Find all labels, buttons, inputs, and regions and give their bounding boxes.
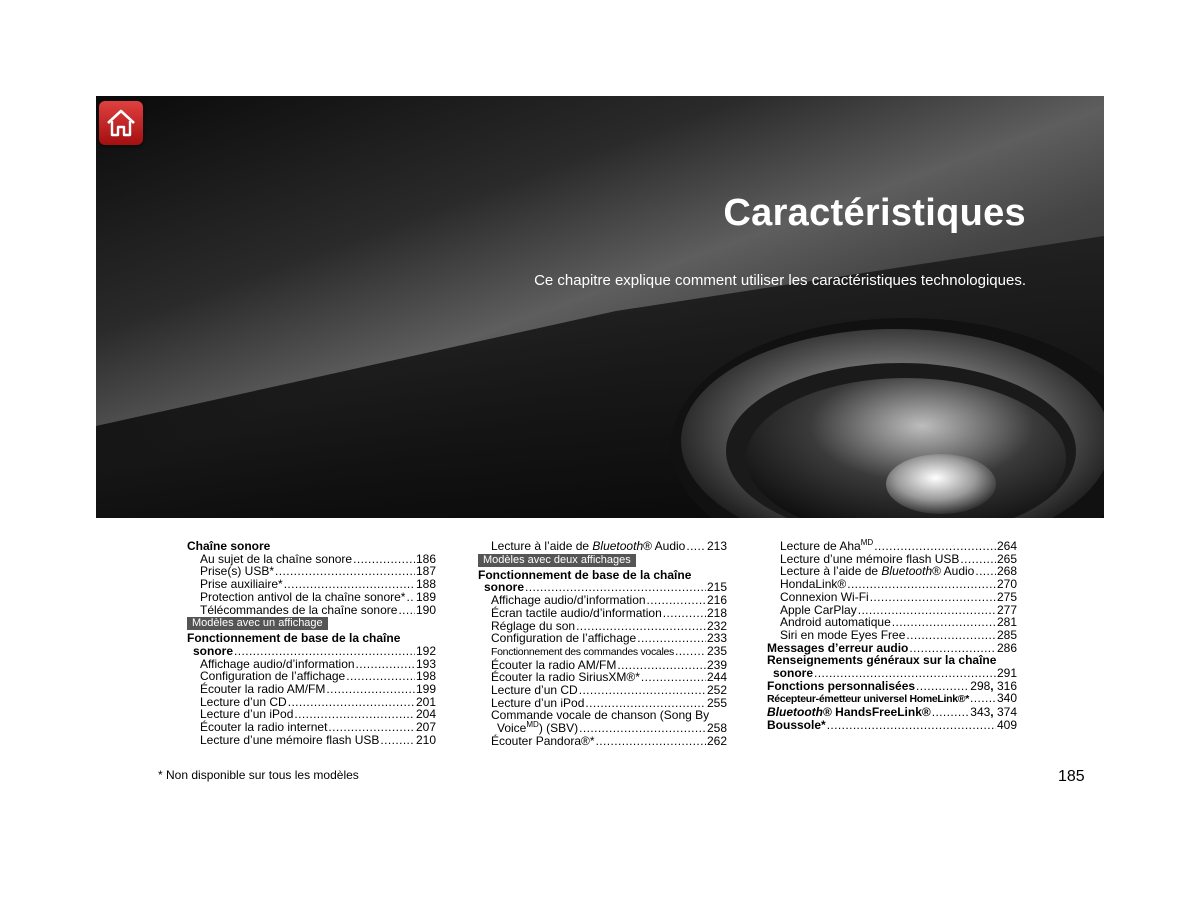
toc-entry[interactable]: Écouter la radio internet ..... 207 — [187, 721, 436, 734]
toc-entry[interactable]: Écouter la radio SiriusXM®* ..... 244 — [478, 671, 727, 684]
toc-entry[interactable]: Android automatique ..... 281 — [767, 616, 1017, 629]
toc-entry[interactable]: Apple CarPlay ..... 277 — [767, 604, 1017, 617]
toc-entry[interactable]: Écouter la radio AM/FM ..... 199 — [187, 683, 436, 696]
toc-entry[interactable]: Lecture d’un CD ..... 201 — [187, 696, 436, 709]
toc-entry[interactable]: Siri en mode Eyes Free ..... 285 — [767, 629, 1017, 642]
home-icon — [105, 108, 137, 138]
chapter-title: Caractéristiques — [723, 192, 1026, 234]
toc-entry[interactable]: Lecture d’un iPod ..... 204 — [187, 708, 436, 721]
home-button[interactable] — [99, 101, 143, 145]
toc-entry[interactable]: Affichage audio/d’information ..... 216 — [478, 594, 727, 607]
toc-entry[interactable]: Prise auxiliaire* ..... 188 — [187, 578, 436, 591]
toc-entry[interactable]: Récepteur-émetteur universel HomeLink®* ..... 340 — [767, 692, 1017, 706]
toc-column-2 — [478, 540, 727, 748]
toc-entry[interactable]: Écouter Pandora®* ..... 262 — [478, 735, 727, 748]
toc-entry[interactable]: Bluetooth® HandsFreeLink® ..... 343, 374 — [767, 706, 1017, 719]
toc-entry[interactable]: Fonctionnement des commandes vocales ..... 235 — [478, 645, 727, 659]
toc-entry[interactable]: Écran tactile audio/d’information ..... 218 — [478, 607, 727, 620]
toc-entry[interactable]: Voice$^{MD}$) (SBV) ..... 258 — [478, 722, 727, 735]
toc-section-heading: Fonctionnement de base de la chaîne — [187, 631, 401, 646]
toc-section-heading: Fonctionnement de base de la chaîne — [478, 567, 692, 582]
toc-entry[interactable]: Connexion Wi-Fi ..... 275 — [767, 591, 1017, 604]
toc-entry[interactable]: Prise(s) USB* ..... 187 — [187, 565, 436, 578]
toc-entry[interactable]: Au sujet de la chaîne sonore ..... 186 — [187, 553, 436, 566]
model-tag: Modèles avec un affichage — [187, 617, 328, 630]
toc-entry[interactable]: Configuration de l’affichage ..... 233 — [478, 632, 727, 645]
page-number: 185 — [1058, 768, 1085, 785]
toc-entry[interactable]: Lecture d’une mémoire flash USB ..... 265 — [767, 553, 1017, 566]
toc-entry[interactable]: Boussole* ..... 409 — [767, 719, 1017, 732]
toc-entry[interactable]: Lecture de Aha$^{MD}$ ..... 264 — [767, 540, 1017, 553]
toc-column-3 — [767, 540, 1017, 732]
toc-section-heading: Renseignements généraux sur la chaîne — [767, 653, 997, 668]
toc-entry[interactable]: Protection antivol de la chaîne sonore* ..... 189 — [187, 591, 436, 604]
toc-entry[interactable]: HondaLink® ..... 270 — [767, 578, 1017, 591]
toc-section-entry[interactable]: sonore ..... 291 — [767, 667, 1017, 680]
speaker-image — [96, 96, 1104, 518]
toc-section-entry[interactable]: sonore ..... 192 — [187, 645, 436, 658]
toc-entry[interactable]: Lecture d’un iPod ..... 255 — [478, 697, 727, 710]
toc-entry[interactable]: Lecture d’un CD ..... 252 — [478, 684, 727, 697]
toc-entry[interactable]: Lecture d’une mémoire flash USB ..... 210 — [187, 734, 436, 747]
footnote: * Non disponible sur tous les modèles — [158, 768, 359, 782]
toc-entry[interactable]: Écouter la radio AM/FM ..... 239 — [478, 659, 727, 672]
toc-entry[interactable]: Réglage du son ..... 232 — [478, 620, 727, 633]
toc-entry[interactable]: Affichage audio/d’information ..... 193 — [187, 658, 436, 671]
chapter-banner — [96, 96, 1104, 518]
toc-entry[interactable]: Lecture à l’aide de Bluetooth® Audio ..... 268 — [767, 565, 1017, 578]
toc-section-entry[interactable]: sonore ..... 215 — [478, 581, 727, 594]
toc-entry[interactable]: Fonctions personnalisées ..... 298, 316 — [767, 680, 1017, 693]
toc-entry[interactable]: Configuration de l’affichage ..... 198 — [187, 670, 436, 683]
model-tag: Modèles avec deux affichages — [478, 554, 636, 567]
toc-entry[interactable]: Lecture à l’aide de Bluetooth® Audio ..... 213 — [478, 540, 727, 553]
toc-entry[interactable]: Télécommandes de la chaîne sonore ..... 190 — [187, 604, 436, 617]
toc-column-1 — [187, 540, 436, 747]
toc-heading: Chaîne sonore — [187, 539, 271, 553]
toc-entry-line[interactable]: Commande vocale de chanson (Song By — [491, 708, 710, 723]
toc-entry[interactable]: Messages d’erreur audio ..... 286 — [767, 642, 1017, 655]
chapter-description: Ce chapitre explique comment utiliser les caractéristiques technologiques. — [534, 272, 1026, 289]
